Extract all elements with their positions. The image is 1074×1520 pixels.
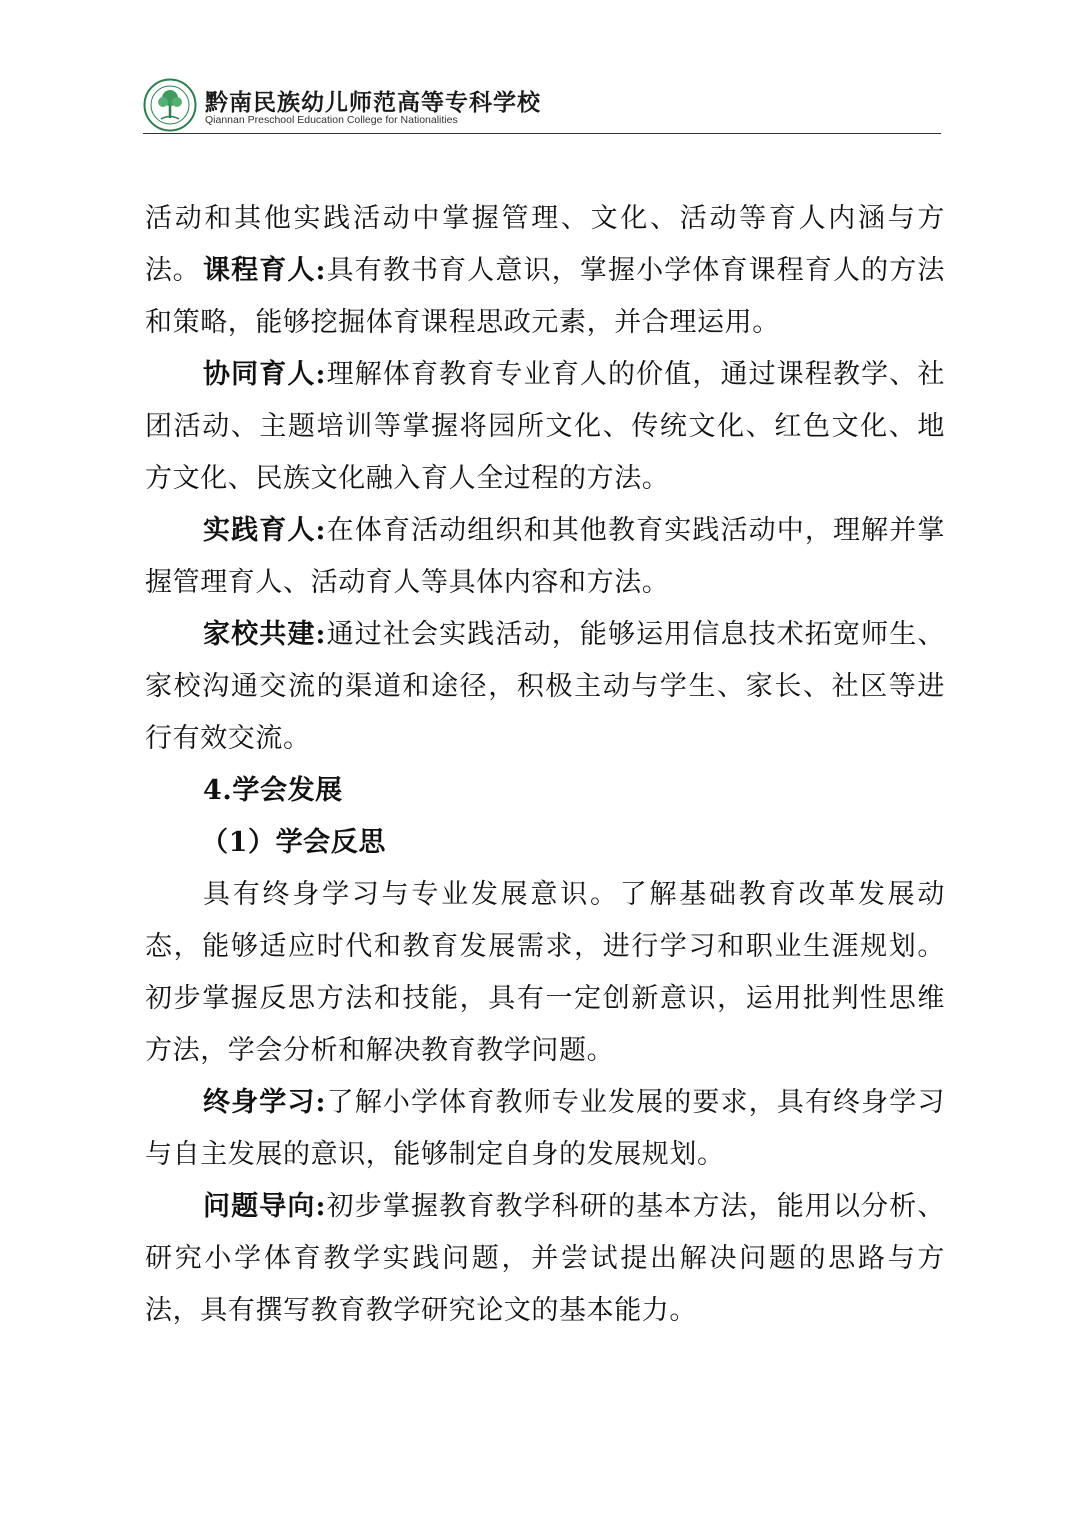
paragraph-text: 活动和其他实践活动中掌握管理、文化、活动等育人内涵与方法。 <box>145 203 945 286</box>
paragraph <box>145 505 945 609</box>
paragraph <box>145 609 945 765</box>
paragraph-lead: 终身学习: <box>203 1087 327 1118</box>
page-header <box>143 78 943 134</box>
paragraph-lead: 课程育人: <box>203 255 327 286</box>
paragraph-lead: 实践育人: <box>203 515 327 546</box>
paragraph-lead: 问题导向: <box>203 1191 327 1222</box>
paragraph <box>145 1181 945 1337</box>
paragraph <box>145 245 945 349</box>
section-heading <box>145 765 945 817</box>
paragraph <box>145 869 945 1077</box>
paragraph <box>145 349 945 505</box>
paragraph-text: 了解小学体育教师专业发展的要求，具有终身学习与自主发展的意识，能够制定自身的发展规划。 <box>145 1087 946 1170</box>
paragraph-text: 通过社会实践活动，能够运用信息技术拓宽师生、家校沟通交流的渠道和途径，积极主动与学生、家长、社区等进行有效交流。 <box>145 619 946 754</box>
header-divider <box>143 133 941 134</box>
paragraph <box>145 1077 945 1181</box>
subsection-heading-text: （1）学会反思 <box>201 827 386 858</box>
paragraph-text: 具有终身学习与专业发展意识。了解基础教育改革发展动态，能够适应时代和教育发展需求，进行学习和职业生涯规划。初步掌握反思方法和技能，具有一定创新意识，运用批判性思维方法，学会分析和解决教育教学问题。 <box>145 879 945 1066</box>
paragraph-text: 在体育活动组织和其他教育实践活动中，理解并掌握管理育人、活动育人等具体内容和方法。 <box>145 515 946 598</box>
subsection-heading <box>145 817 945 869</box>
paragraph-text: 具有教书育人意识，掌握小学体育课程育人的方法和策略，能够挖掘体育课程思政元素，并合理运用。 <box>145 255 946 338</box>
school-logo-icon <box>143 78 197 132</box>
paragraph-text: 初步掌握教育教学科研的基本方法，能用以分析、研究小学体育教学实践问题，并尝试提出解决问题的思路与方法，具有撰写教育教学研究论文的基本能力。 <box>145 1191 946 1326</box>
section-heading-text: 4.学会发展 <box>203 775 343 806</box>
school-name-en: Qiannan Preschool Education College for Nationalities <box>205 114 458 126</box>
paragraph-text: 理解体育教育专业育人的价值，通过课程教学、社团活动、主题培训等掌握将园所文化、传统文化、红色文化、地方文化、民族文化融入育人全过程的方法。 <box>145 359 946 494</box>
paragraph-lead: 家校共建: <box>203 619 327 650</box>
paragraph-lead: 协同育人: <box>203 359 327 390</box>
school-name-cn: 黔南民族幼儿师范高等专科学校 <box>205 89 541 116</box>
